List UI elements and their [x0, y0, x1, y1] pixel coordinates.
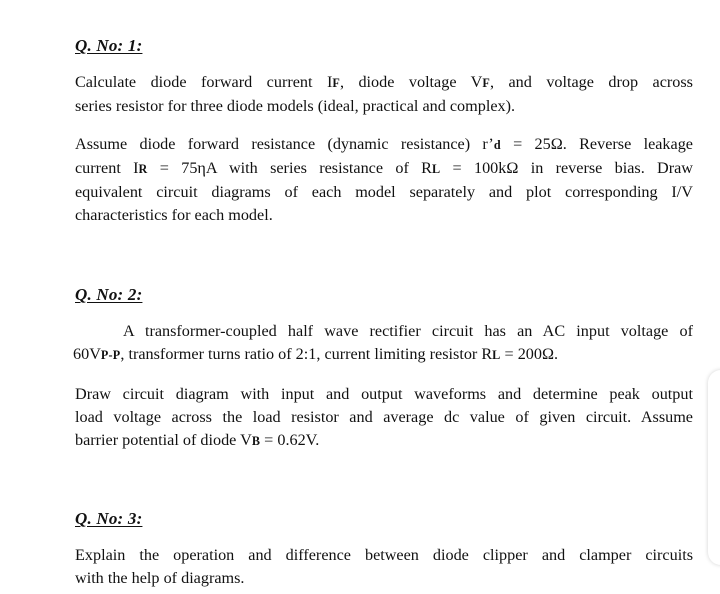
subscript: P-P [100, 348, 121, 362]
text-run: , diode voltage V [339, 73, 483, 91]
text-run: = 0.62V. [260, 431, 320, 449]
text-run: Calculate diode forward current I [75, 73, 333, 91]
question-1-paragraph-2 [75, 133, 693, 227]
text-line: series resistor for three diode models (ideal, practical and complex). [75, 97, 516, 115]
subscript: L [492, 348, 501, 362]
text-run: Assume diode forward resistance (dynamic resistance) r’ [75, 135, 494, 153]
text-line [75, 133, 693, 157]
text-run: , and voltage drop across [490, 73, 693, 91]
text-line: A transformer-coupled half wave rectifier circuit has an AC input voltage of [123, 322, 693, 340]
subscript: B [251, 434, 261, 448]
text-line: Draw circuit diagram with input and output waveforms and determine peak output [75, 385, 693, 403]
text-line [73, 343, 693, 367]
subscript: F [332, 76, 340, 90]
text-run: = 25Ω. Reverse leakage [500, 135, 693, 153]
text-line: equivalent circuit diagrams of each model separately and plot corresponding I/V [75, 183, 693, 201]
text-line [75, 429, 693, 453]
question-2-paragraph-1 [75, 320, 693, 367]
subscript: L [431, 162, 441, 176]
text-run: = 200Ω. [500, 345, 559, 363]
text-line [75, 157, 693, 181]
text-line: Explain the operation and difference between diode clipper and clamper circuits [75, 546, 693, 564]
text-line [75, 71, 693, 95]
text-run: , transformer turns ratio of 2:1, current limiting resistor R [120, 345, 493, 363]
question-2-heading: Q. No: 2: [75, 285, 143, 304]
subscript: R [138, 162, 148, 176]
question-1-heading: Q. No: 1: [75, 36, 143, 55]
subscript: d [493, 138, 501, 152]
question-2-paragraph-2 [75, 383, 693, 453]
subscript: F [482, 76, 490, 90]
question-3-paragraph-1 [75, 544, 693, 590]
text-line: characteristics for each model. [75, 206, 273, 224]
side-scroll-handle[interactable] [708, 370, 720, 565]
text-line: with the help of diagrams. [75, 569, 245, 587]
question-1-paragraph-1 [75, 71, 693, 118]
question-3-heading: Q. No: 3: [75, 509, 143, 528]
text-run: = 75ηA with series resistance of R [147, 159, 432, 177]
text-run: current I [75, 159, 139, 177]
text-line: load voltage across the load resistor and average dc value of given circuit. Assume [75, 408, 693, 426]
text-run: 60V [73, 345, 101, 363]
text-run: = 100kΩ in reverse bias. Draw [440, 159, 693, 177]
text-run: barrier potential of diode V [75, 431, 252, 449]
